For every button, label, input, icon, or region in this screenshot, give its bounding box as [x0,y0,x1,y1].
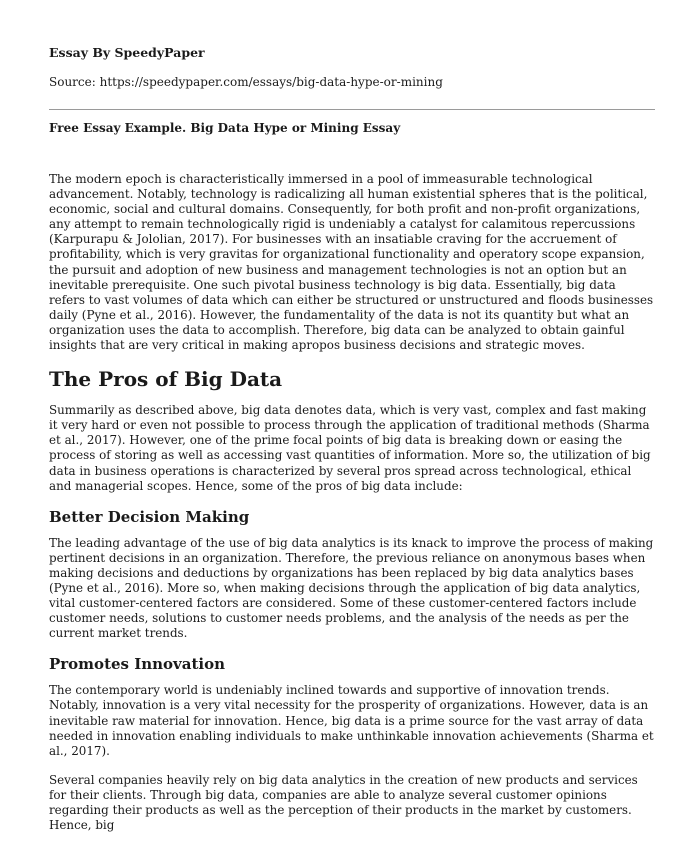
section-heading-pros: The Pros of Big Data [49,367,283,392]
section-heading-innovation: Promotes Innovation [49,655,226,674]
section-heading-decision-making: Better Decision Making [49,507,250,526]
essay-body [49,172,655,847]
source-line: Source: https://speedypaper.com/essays/big-data-hype-or-mining [49,75,443,89]
pros-paragraph: Summarily as described above, big data denotes data, which is very vast, complex and fast making it very hard or even not possible to process through the application of traditional methods (Sharma et al., 2017). However, one of the prime focal points of big data is breaking down or easing the process of storing as well as accessing vast quantities of information. More so, the utilization of big data in business operations is characterized by several pros spread across technological, ethical and managerial scopes. Hence, some of the pros of big data include: [49,403,651,493]
intro-paragraph: The modern epoch is characteristically immersed in a pool of immeasurable technological advancement. Notably, technology is radicalizing all human existential spheres that is the political, economic, social and cultural domains. Consequently, for both profit and non-profit organizations, any attempt to remain technologically rigid is undeniably a catalyst for calamitous repercussions (Karpurapu & Jololian, 2017). For businesses with an insatiable craving for the accruement of profitability, which is very gravitas for organizational functionality and operatory scope expansion, the pursuit and adoption of new business and management technologies is not an option but an inevitable prerequisite. One such pivotal business technology is big data. Essentially, big data refers to vast volumes of data which can either be structured or unstructured and floods businesses daily (Pyne et al., 2016). However, the fundamentality of the data is not its quantity but what an organization uses the data to accomplish. Therefore, big data can be analyzed to obtain gainful insights that are very critical in making apropos business decisions and strategic moves. [49,172,654,353]
innovation-paragraph-1: The contemporary world is undeniably inclined towards and supportive of innovation trends. Notably, innovation is a very vital necessity for the prosperity of organizations. However, data is an inevitable raw material for innovation. Hence, big data is a prime source for the vast array of data needed in innovation enabling individuals to make unthinkable innovation achievements (Sharma et al., 2017). [49,683,654,758]
header-divider [49,109,655,110]
essay-title: Free Essay Example. Big Data Hype or Mining Essay [49,121,401,135]
innovation-paragraph-2: Several companies heavily rely on big data analytics in the creation of new products and services for their clients. Through big data, companies are able to analyze several customer opinions regarding their products as well as the perception of their products in the market by customers. Hence, big [49,772,638,833]
brand-label: Essay By SpeedyPaper [49,45,205,60]
decision-making-paragraph: The leading advantage of the use of big data analytics is its knack to improve the process of making pertinent decisions in an organization. Therefore, the previous reliance on anonymous bases when making decisions and deductions by organizations has been replaced by big data analytics bases (Pyne et al., 2016). More so, when making decisions through the application of big data analytics, vital customer-centered factors are considered. Some of these customer-centered factors include customer needs, solutions to customer needs problems, and the analysis of the needs as per the current market trends. [49,535,654,641]
